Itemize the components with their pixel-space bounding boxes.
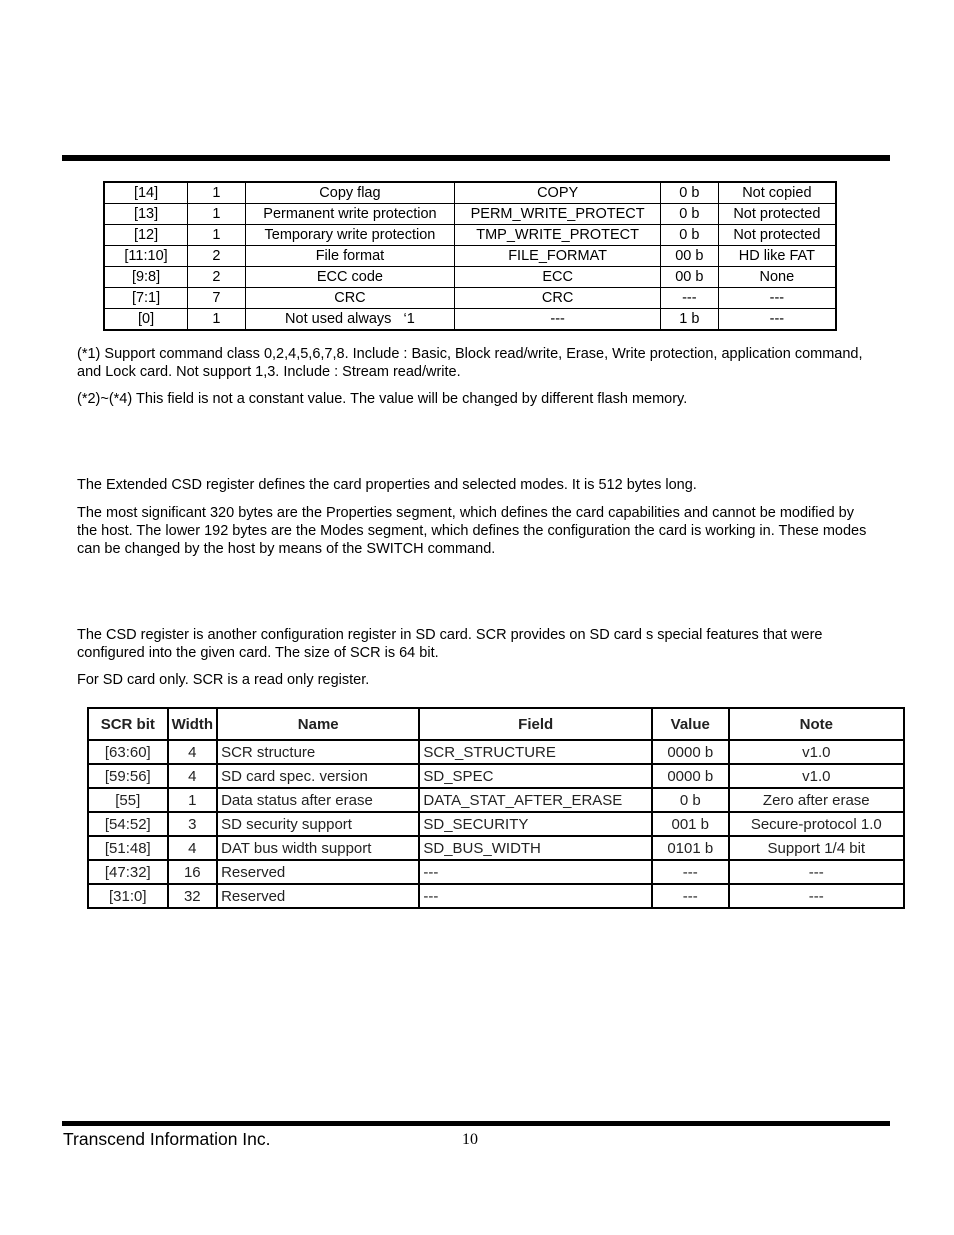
field: SCR_STRUCTURE	[419, 740, 652, 764]
note: HD like FAT	[718, 246, 836, 267]
note: Support 1/4 bit	[729, 836, 904, 860]
bit: [55]	[88, 788, 168, 812]
table-row	[104, 204, 836, 225]
scr-table-body	[88, 740, 904, 908]
bit: [47:32]	[88, 860, 168, 884]
field: ---	[419, 884, 652, 908]
column-header: Note	[729, 708, 904, 740]
ext-csd-paragraph-2: The most significant 320 bytes are the Properties segment, which defines the card capabilities and cannot be modified by the host. The lower 192 bytes are the Modes segment, which defines the configuration the card is working in. These modes can be changed by the host by means of the SWITCH command.	[77, 505, 867, 557]
column-header: SCR bit	[88, 708, 168, 740]
note: Not protected	[718, 204, 836, 225]
width: 1	[168, 788, 218, 812]
note: v1.0	[729, 740, 904, 764]
value: 1 b	[660, 309, 718, 331]
value: ---	[652, 860, 729, 884]
table-row	[88, 860, 904, 884]
name: SD card spec. version	[217, 764, 419, 788]
ext-csd-paragraph-1: The Extended CSD register defines the card properties and selected modes. It is 512 bytes long.	[77, 477, 697, 493]
field: SD_SPEC	[419, 764, 652, 788]
field: ---	[419, 860, 652, 884]
value: 0 b	[652, 788, 729, 812]
width: 16	[168, 860, 218, 884]
table-row	[88, 812, 904, 836]
value: 0 b	[660, 182, 718, 204]
table-row	[104, 309, 836, 331]
value: ---	[660, 288, 718, 309]
name: Copy flag	[245, 182, 455, 204]
note: Zero after erase	[729, 788, 904, 812]
table-row	[88, 884, 904, 908]
note: ---	[729, 860, 904, 884]
scr-paragraph-1: The CSD register is another configuration register in SD card. SCR provides on SD card s special features that were configured into the given card. The size of SCR is 64 bit.	[77, 627, 823, 661]
bit: [59:56]	[88, 764, 168, 788]
note: Not copied	[718, 182, 836, 204]
note: None	[718, 267, 836, 288]
value: 0000 b	[652, 740, 729, 764]
value: 0 b	[660, 225, 718, 246]
name: Permanent write protection	[245, 204, 455, 225]
name: SCR structure	[217, 740, 419, 764]
table-row	[88, 740, 904, 764]
note: ---	[729, 884, 904, 908]
value: 0 b	[660, 204, 718, 225]
width: 32	[168, 884, 218, 908]
name: Temporary write protection	[245, 225, 455, 246]
width: 4	[168, 836, 218, 860]
table-row	[104, 225, 836, 246]
bit: [11:10]	[104, 246, 188, 267]
width: 1	[188, 204, 246, 225]
value: 00 b	[660, 267, 718, 288]
name: Reserved	[217, 860, 419, 884]
width: 3	[168, 812, 218, 836]
width: 1	[188, 182, 246, 204]
value: 00 b	[660, 246, 718, 267]
width: 7	[188, 288, 246, 309]
table-row	[104, 267, 836, 288]
scr-paragraph-2: For SD card only. SCR is a read only register.	[77, 672, 370, 688]
page-number: 10	[462, 1131, 478, 1148]
bit: [14]	[104, 182, 188, 204]
name: Data status after erase	[217, 788, 419, 812]
bit: [9:8]	[104, 267, 188, 288]
note: v1.0	[729, 764, 904, 788]
field: DATA_STAT_AFTER_ERASE	[419, 788, 652, 812]
column-header: Width	[168, 708, 218, 740]
footer-company-name: Transcend Information Inc.	[63, 1129, 271, 1149]
note: ---	[718, 309, 836, 331]
value: 001 b	[652, 812, 729, 836]
width: 1	[188, 309, 246, 331]
value: 0000 b	[652, 764, 729, 788]
bit: [12]	[104, 225, 188, 246]
header-rule	[62, 155, 890, 161]
width: 4	[168, 764, 218, 788]
column-header: Value	[652, 708, 729, 740]
table-row	[104, 182, 836, 204]
field: FILE_FORMAT	[455, 246, 661, 267]
field: TMP_WRITE_PROTECT	[455, 225, 661, 246]
field: SD_BUS_WIDTH	[419, 836, 652, 860]
column-header: Name	[217, 708, 419, 740]
name: Not used always ‘1	[245, 309, 455, 331]
value: 0101 b	[652, 836, 729, 860]
scr-register-table	[87, 707, 905, 909]
name: Reserved	[217, 884, 419, 908]
field: COPY	[455, 182, 661, 204]
name: File format	[245, 246, 455, 267]
table-row	[104, 246, 836, 267]
field: ECC	[455, 267, 661, 288]
width: 4	[168, 740, 218, 764]
table-row	[88, 764, 904, 788]
name: DAT bus width support	[217, 836, 419, 860]
field: ---	[455, 309, 661, 331]
scr-table-header	[88, 708, 904, 740]
bit: [63:60]	[88, 740, 168, 764]
footnote-2: (*2)~(*4) This field is not a constant value. The value will be changed by different flash memory.	[77, 391, 688, 407]
bit: [7:1]	[104, 288, 188, 309]
note: Secure-protocol 1.0	[729, 812, 904, 836]
name: ECC code	[245, 267, 455, 288]
csd-table-body	[104, 182, 836, 330]
bit: [0]	[104, 309, 188, 331]
bit: [31:0]	[88, 884, 168, 908]
field: CRC	[455, 288, 661, 309]
name: CRC	[245, 288, 455, 309]
width: 1	[188, 225, 246, 246]
header-row	[88, 708, 904, 740]
column-header: Field	[419, 708, 652, 740]
bit: [51:48]	[88, 836, 168, 860]
note: ---	[718, 288, 836, 309]
name: SD security support	[217, 812, 419, 836]
field: SD_SECURITY	[419, 812, 652, 836]
bit: [13]	[104, 204, 188, 225]
value: ---	[652, 884, 729, 908]
csd-register-table	[103, 181, 837, 331]
footnote-1: (*1) Support command class 0,2,4,5,6,7,8. Include : Basic, Block read/write, Erase, Write protection, application command, and Lock card. Not support 1,3. Include : Stream read/write.	[77, 346, 863, 380]
width: 2	[188, 246, 246, 267]
field: PERM_WRITE_PROTECT	[455, 204, 661, 225]
note: Not protected	[718, 225, 836, 246]
footer-rule	[62, 1121, 890, 1126]
bit: [54:52]	[88, 812, 168, 836]
width: 2	[188, 267, 246, 288]
table-row	[88, 836, 904, 860]
table-row	[104, 288, 836, 309]
table-row	[88, 788, 904, 812]
